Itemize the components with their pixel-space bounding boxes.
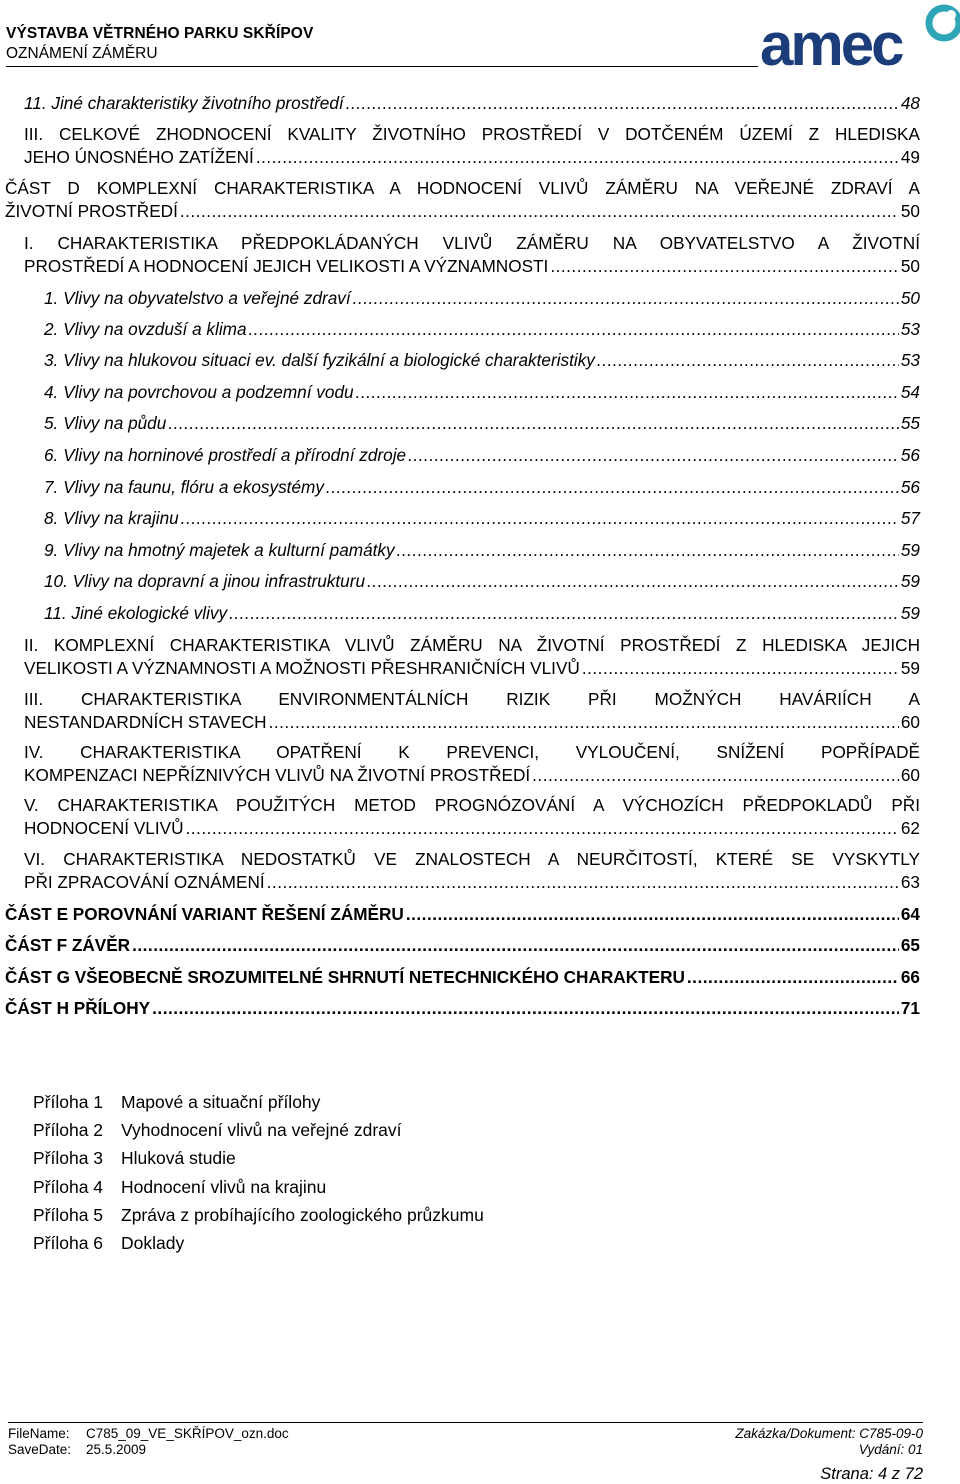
attachment-item: [33, 1120, 633, 1148]
toc-leader-dots: [180, 200, 899, 223]
savedate-label: SaveDate:: [8, 1442, 72, 1457]
document-title: VÝSTAVBA VĚTRNÉHO PARKU SKŘÍPOV: [6, 25, 314, 42]
footer-rule: [8, 1422, 923, 1423]
toc-entry-title: 1. Vlivy na obyvatelstvo a veřejné zdraví: [44, 288, 351, 308]
toc-entry-line: II. KOMPLEXNÍ CHARAKTERISTIKA VLIVŮ ZÁMĚRU NA ŽIVOTNÍ PROSTŘEDÍ Z HLEDISKA JEJICH: [24, 635, 920, 655]
toc-entry[interactable]: [5, 903, 920, 926]
toc-entry[interactable]: [24, 123, 920, 168]
toc-entry-lastline: [24, 657, 920, 680]
toc-entry-title: 4. Vlivy na povrchovou a podzemní vodu: [44, 382, 354, 402]
issue-number: Vydání: 01: [858, 1442, 923, 1457]
toc-entry-lastline: [5, 200, 920, 223]
toc-entry[interactable]: [44, 318, 920, 341]
toc-entry-lastline: [24, 764, 920, 787]
toc-entry[interactable]: [44, 381, 920, 404]
toc-entry-lastline: [5, 934, 920, 957]
toc-leader-dots: [687, 966, 899, 989]
toc-entry[interactable]: [44, 507, 920, 530]
toc-entry[interactable]: [24, 92, 920, 115]
toc-entry-lastline: [44, 381, 920, 404]
toc-entry-lastline: [24, 146, 920, 169]
toc-page-number: 59: [900, 540, 920, 560]
toc-entry-title: 11. Jiné charakteristiky životního prostředí: [24, 93, 344, 113]
toc-leader-dots: [269, 711, 899, 734]
toc-leader-dots: [229, 602, 899, 625]
toc-page-number: 50: [900, 255, 920, 276]
toc-entry-lastline: [44, 507, 920, 530]
toc-page-number: 66: [900, 967, 920, 987]
toc-leader-dots: [532, 764, 899, 787]
attachment-label: Příloha 4: [33, 1176, 104, 1197]
toc-entry[interactable]: [44, 539, 920, 562]
toc-entry-title: PŘI ZPRACOVÁNÍ OZNÁMENÍ: [24, 871, 265, 892]
attachment-label: Příloha 6: [33, 1232, 104, 1253]
toc-leader-dots: [353, 287, 899, 310]
toc-page-number: 71: [900, 998, 920, 1018]
attachment-label: Příloha 1: [33, 1092, 104, 1112]
toc-page-number: 57: [900, 508, 920, 528]
toc-entry[interactable]: [5, 934, 920, 957]
header-rule: [6, 66, 758, 67]
toc-entry-lastline: [44, 602, 920, 625]
toc-page-number: 60: [900, 764, 920, 785]
toc-entry[interactable]: [24, 688, 920, 733]
toc-leader-dots: [152, 997, 899, 1020]
toc-leader-dots: [186, 817, 899, 840]
toc-entry[interactable]: [44, 349, 920, 372]
toc-leader-dots: [550, 255, 899, 278]
toc-entry[interactable]: [24, 741, 920, 786]
toc-page-number: 65: [900, 935, 920, 955]
toc-entry-line: V. CHARAKTERISTIKA POUŽITÝCH METOD PROGNÓZOVÁNÍ A VÝCHOZÍCH PŘEDPOKLADŮ PŘI: [24, 795, 920, 815]
order-number: Zakázka/Dokument: C785-09-0: [735, 1426, 923, 1441]
toc-entry-line: III. CELKOVÉ ZHODNOCENÍ KVALITY ŽIVOTNÍHO PROSTŘEDÍ V DOTČENÉM ÚZEMÍ Z HLEDISKA: [24, 124, 920, 144]
page-footer: [8, 1420, 923, 1484]
toc-entry[interactable]: [44, 287, 920, 310]
toc-leader-dots: [406, 903, 899, 926]
toc-page-number: 54: [900, 382, 920, 402]
toc-page-number: 59: [900, 603, 920, 623]
toc-entry-title: 6. Vlivy na horninové prostředí a přírodní zdroje: [44, 445, 407, 465]
toc-leader-dots: [346, 92, 899, 115]
toc-entry-lastline: [24, 92, 920, 115]
toc-leader-dots: [356, 381, 899, 404]
toc-entry[interactable]: [44, 444, 920, 467]
toc-leader-dots: [326, 476, 899, 499]
toc-page-number: 50: [900, 200, 920, 221]
attachment-title: Zpráva z probíhajícího zoologického průzkumu: [121, 1204, 484, 1225]
toc-entry[interactable]: [5, 177, 920, 222]
toc-entry-title: 8. Vlivy na krajinu: [44, 508, 179, 528]
toc-entry-line: ČÁST D KOMPLEXNÍ CHARAKTERISTIKA A HODNOCENÍ VLIVŮ ZÁMĚRU NA VEŘEJNÉ ZDRAVÍ A: [5, 178, 920, 198]
attachment-item: [33, 1148, 633, 1176]
toc-entry-lastline: [5, 966, 920, 989]
toc-entry-title: 7. Vlivy na faunu, flóru a ekosystémy: [44, 477, 324, 497]
attachment-label: Příloha 2: [33, 1120, 104, 1141]
toc-entry[interactable]: [5, 997, 920, 1020]
toc-entry-lastline: [5, 903, 920, 926]
toc-entry-title: ČÁST G VŠEOBECNĚ SROZUMITELNÉ SHRNUTÍ NETECHNICKÉHO CHARAKTERU: [5, 967, 685, 987]
toc-page-number: 59: [900, 657, 920, 678]
toc-entry-line: III. CHARAKTERISTIKA ENVIRONMENTÁLNÍCH RIZIK PŘI MOŽNÝCH HAVÁRIÍCH A: [24, 689, 920, 709]
filename-value: C785_09_VE_SKŘÍPOV_ozn.doc: [86, 1426, 289, 1441]
toc-page-number: 53: [900, 319, 920, 339]
toc-page-number: 59: [900, 571, 920, 591]
filename-label: FileName:: [8, 1426, 70, 1441]
toc-entry-line: I. CHARAKTERISTIKA PŘEDPOKLÁDANÝCH VLIVŮ ZÁMĚRU NA OBYVATELSTVO A ŽIVOTNÍ: [24, 233, 920, 253]
attachment-label: Příloha 3: [33, 1148, 104, 1169]
toc-entry[interactable]: [24, 232, 920, 277]
toc-entry[interactable]: [44, 570, 920, 593]
toc-entry-lastline: [24, 255, 920, 278]
toc-entry-lastline: [24, 871, 920, 894]
toc-entry-lastline: [5, 997, 920, 1020]
toc-entry[interactable]: [44, 412, 920, 435]
toc-page-number: 60: [900, 711, 920, 732]
attachment-title: Hodnocení vlivů na krajinu: [121, 1176, 327, 1197]
toc-entry-title: 5. Vlivy na půdu: [44, 413, 167, 433]
toc-entry-title: ŽIVOTNÍ PROSTŘEDÍ: [5, 200, 178, 221]
toc-entry-lastline: [44, 349, 920, 372]
toc-entry[interactable]: [24, 848, 920, 893]
toc-page-number: 56: [900, 477, 920, 497]
toc-entry-lastline: [24, 711, 920, 734]
attachment-title: Mapové a situační přílohy: [121, 1092, 321, 1112]
attachment-title: Doklady: [121, 1232, 185, 1253]
toc-entry-lastline: [44, 287, 920, 310]
toc-page-number: 53: [900, 350, 920, 370]
toc-entry[interactable]: [24, 634, 920, 679]
toc-entry-title: ČÁST F ZÁVĚR: [5, 935, 131, 955]
toc-leader-dots: [256, 146, 899, 169]
toc-leader-dots: [367, 570, 899, 593]
attachment-item: [33, 1205, 633, 1233]
attachment-title: Vyhodnocení vlivů na veřejné zdraví: [121, 1120, 402, 1141]
toc-page-number: 48: [900, 93, 920, 113]
toc-entry-lastline: [44, 570, 920, 593]
toc-entry-title: 2. Vlivy na ovzduší a klima: [44, 319, 247, 339]
toc-entry-lastline: [24, 817, 920, 840]
page-number: Strana: 4 z 72: [820, 1465, 923, 1483]
toc-leader-dots: [597, 349, 899, 372]
attachment-item: [33, 1233, 633, 1261]
toc-entry[interactable]: [44, 602, 920, 625]
amec-logo: [758, 1, 960, 71]
toc-leader-dots: [267, 871, 899, 894]
attachments-list: [33, 1092, 633, 1261]
toc-page-number: 55: [900, 413, 920, 433]
toc-page-number: 64: [900, 904, 920, 924]
toc-leader-dots: [408, 444, 899, 467]
toc-page-number: 56: [900, 445, 920, 465]
toc-entry-title: VELIKOSTI A VÝZNAMNOSTI A MOŽNOSTI PŘESHRANIČNÍCH VLIVŮ: [24, 657, 580, 678]
toc-entry-title: 3. Vlivy na hlukovou situaci ev. další fyzikální a biologické charakteristiky: [44, 350, 595, 370]
toc-entry-title: 9. Vlivy na hmotný majetek a kulturní památky: [44, 540, 395, 560]
attachment-item: [33, 1177, 633, 1205]
toc-entry-title: JEHO ÚNOSNÉHO ZATÍŽENÍ: [24, 146, 254, 167]
attachment-item: [33, 1092, 633, 1120]
toc-leader-dots: [249, 318, 899, 341]
document-subtitle: OZNÁMENÍ ZÁMĚRU: [6, 45, 158, 62]
toc-page-number: 50: [900, 288, 920, 308]
toc-entry-title: 11. Jiné ekologické vlivy: [44, 603, 228, 623]
toc-entry-title: PROSTŘEDÍ A HODNOCENÍ JEJICH VELIKOSTI A VÝZNAMNOSTI: [24, 255, 549, 276]
page-header: [6, 11, 956, 73]
savedate-value: 25.5.2009: [86, 1442, 147, 1457]
toc-entry-lastline: [44, 539, 920, 562]
toc-entry-title: KOMPENZACI NEPŘÍZNIVÝCH VLIVŮ NA ŽIVOTNÍ PROSTŘEDÍ: [24, 764, 531, 785]
toc-entry[interactable]: [5, 966, 920, 989]
toc-entry-lastline: [44, 412, 920, 435]
toc-leader-dots: [181, 507, 899, 530]
toc-entry-line: IV. CHARAKTERISTIKA OPATŘENÍ K PREVENCI, VYLOUČENÍ, SNÍŽENÍ POPŘÍPADĚ: [24, 742, 920, 762]
attachment-title: Hluková studie: [121, 1148, 236, 1169]
toc-entry[interactable]: [44, 476, 920, 499]
toc-page-number: 49: [900, 146, 920, 167]
toc-entry-title: HODNOCENÍ VLIVŮ: [24, 817, 184, 838]
toc-entry-line: VI. CHARAKTERISTIKA NEDOSTATKŮ VE ZNALOSTECH A NEURČITOSTÍ, KTERÉ SE VYSKYTLY: [24, 849, 920, 869]
toc-leader-dots: [582, 657, 899, 680]
toc-entry-lastline: [44, 444, 920, 467]
toc-entry-title: ČÁST H PŘÍLOHY: [5, 998, 151, 1018]
toc-entry-lastline: [44, 318, 920, 341]
toc-entry-lastline: [44, 476, 920, 499]
toc-entry-title: NESTANDARDNÍCH STAVECH: [24, 711, 267, 732]
toc-page-number: 62: [900, 817, 920, 838]
svg-text:amec: amec: [760, 11, 902, 71]
toc-leader-dots: [397, 539, 899, 562]
attachment-label: Příloha 5: [33, 1204, 104, 1225]
toc-page-number: 63: [900, 871, 920, 892]
toc-entry[interactable]: [24, 794, 920, 839]
toc-entry-title: ČÁST E POROVNÁNÍ VARIANT ŘEŠENÍ ZÁMĚRU: [5, 904, 404, 924]
toc-leader-dots: [168, 412, 899, 435]
toc-entry-title: 10. Vlivy na dopravní a jinou infrastrukturu: [44, 571, 366, 591]
toc-leader-dots: [132, 934, 899, 957]
